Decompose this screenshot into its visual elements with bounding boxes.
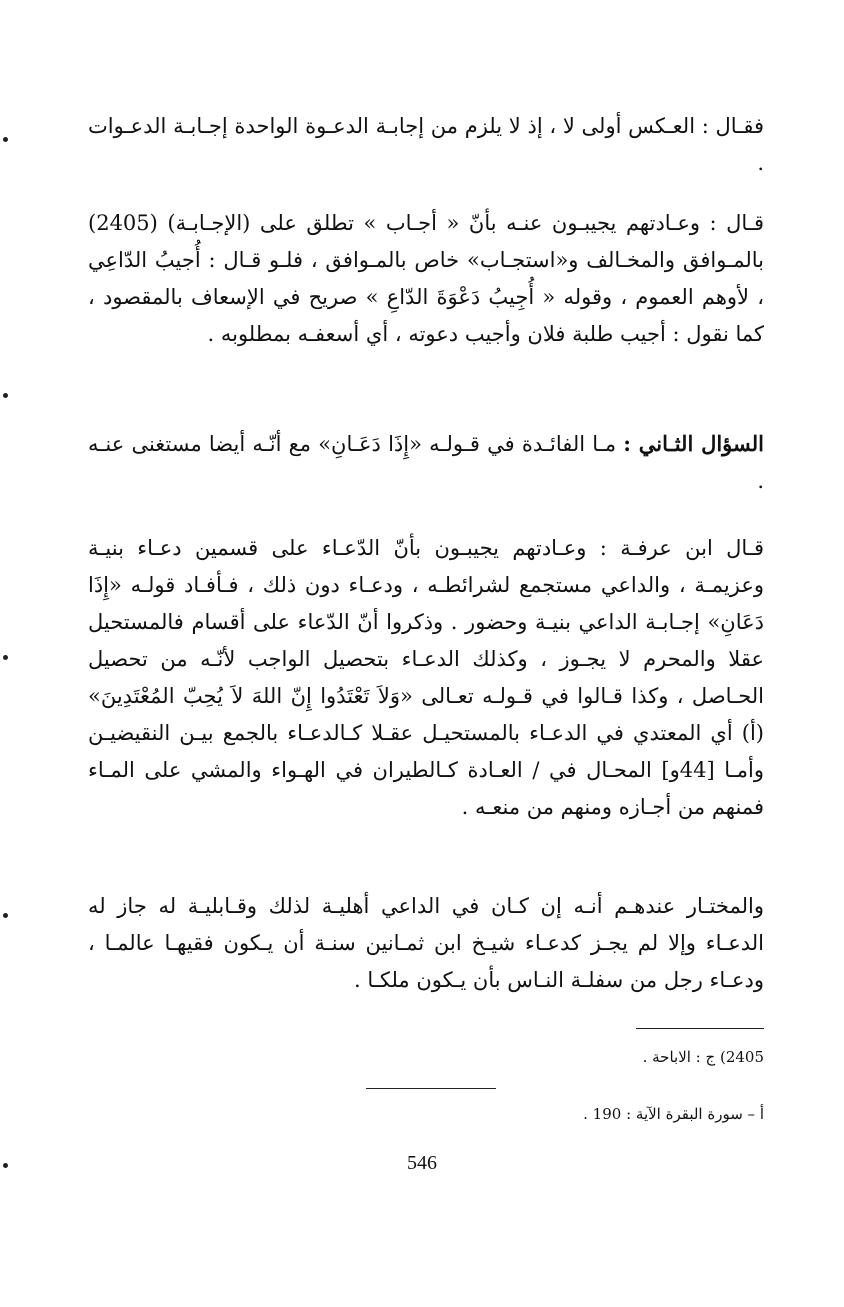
question-text: مـا الفائـدة في قـولـه «إِذَا دَعَـانِ» مع أنّـه أيضا مستغنى عنـه . [88, 432, 764, 493]
margin-dot [3, 137, 8, 142]
margin-dot [3, 655, 8, 660]
paragraph-2: قـال : وعـادتهم يجيبـون عنـه بأنّ « أجـاب » تطلق على (الإجـابـة) (2405) بالمـوافق والمخـالف و«استجـاب» خاص بالمـوافق ، فلـو قـال : أُجيبُ الدّاعِي ، لأوهم العموم ، وقوله « أُجِيبُ دَعْوَةَ الدّاعِ » صريح في الإسعاف بالمقصود ، كما نقول : أجيب طلبة فلان وأجيب دعوته ، أي أسعفـه بمطلوبه . [88, 211, 764, 346]
footnote-variant: 2405) ج : الاباحة . [642, 1048, 764, 1066]
paragraph-1: فقـال : العـكس أولى لا ، إذ لا يلزم من إجابـة الدعـوة الواحدة إجـابـة الدعـوات . [88, 114, 764, 175]
paragraph-3 [88, 425, 764, 500]
paragraph-5: والمختـار عندهـم أنـه إن كـان في الداعي أهليـة لذلك وقـابليـة له جاز له الدعـاء وإلا لم يجـز كدعـاء شيـخ ابن ثمـانين سنـة أن يـكون فقيهـا عالمـا ، ودعـاء رجل من سفلـة النـاس بأن يـكون ملكـا . [88, 894, 764, 992]
page-number: 546 [407, 1152, 437, 1174]
paragraph-4: قـال ابن عرفـة : وعـادتهم يجيبـون بأنّ الدّعـاء على قسمين دعـاء بنيـة وعزيمـة ، والداعي مستجمع لشرائطـه ، ودعـاء دون ذلك ، فـأفـاد قولـه «إِذَا دَعَانِ» إجـابـة الداعي بنيـة وحضور . وذكروا أنّ الدّعاء على أقسام فالمستحيل عقلا والمحرم لا يجـوز ، وكذلك الدعـاء بتحصيل الواجب لأنّـه من تحصيل الحـاصل ، وكذا قـالوا في قـولـه تعـالى «وَلاَ تَعْتَدُوا إِنّ اللهَ لاَ يُحِبّ المُعْتَدِينَ» (أ) أي المعتدي في الدعـاء بالمستحيـل عقـلا كـالدعـاء بالجمع بيـن النقيضيـن وأمـا [44و] المحـال في / العـادة كـالطيران في الهـواء والمشي على المـاء فمنهم من أجـازه ومنهم من منعـه . [88, 536, 764, 819]
margin-dot [3, 913, 8, 918]
margin-dot [3, 393, 8, 398]
question-heading: السؤال الثـاني : [623, 431, 764, 456]
footnote-quran: أ – سورة البقرة الآية : 190 . [583, 1105, 764, 1123]
footnote-rule-top [636, 1028, 764, 1029]
footnote-rule-bottom [366, 1088, 496, 1089]
